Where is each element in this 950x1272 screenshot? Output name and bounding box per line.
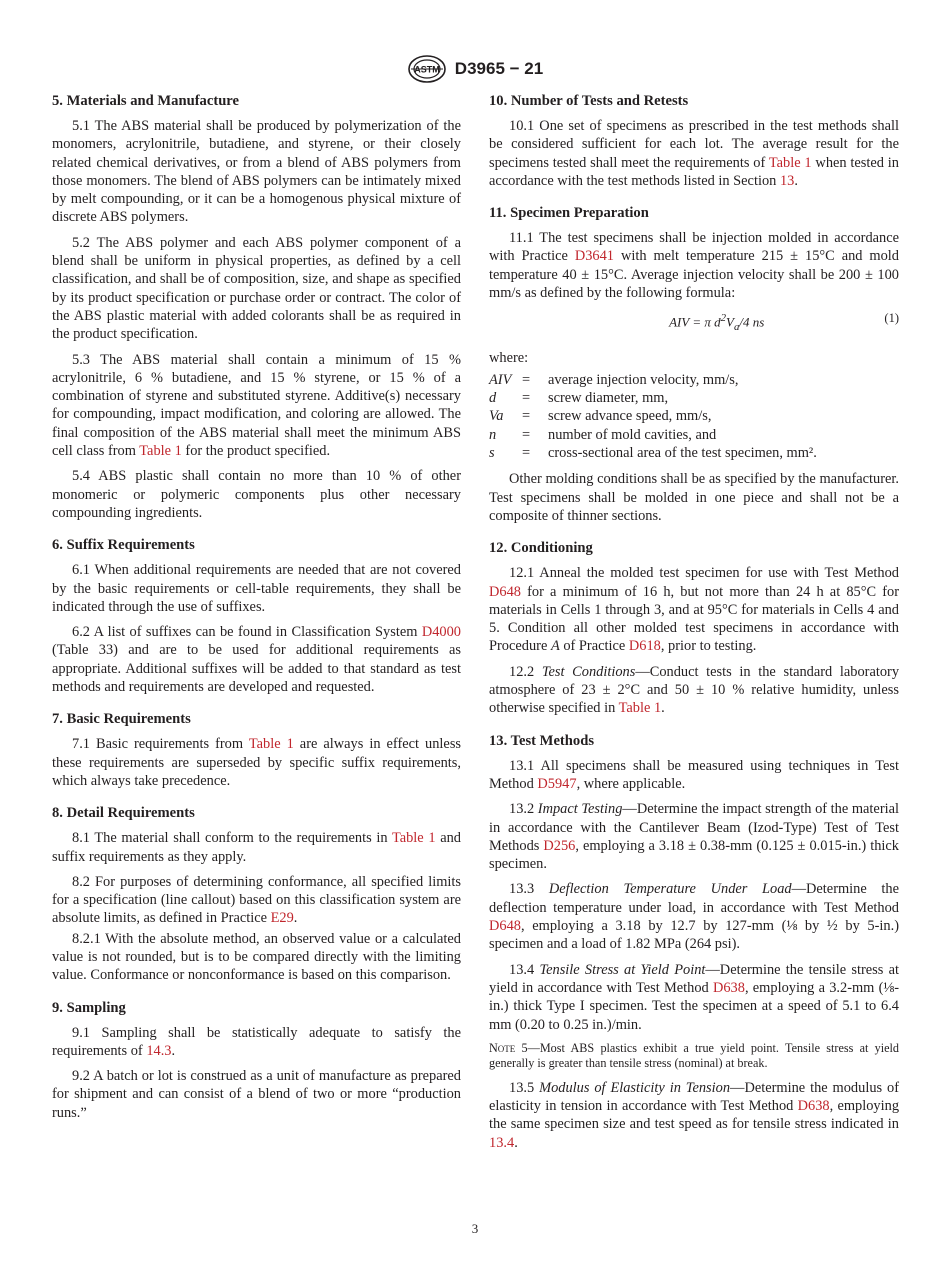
table-1-link[interactable]: Table 1 [618,700,662,717]
paragraph-13-2: 13.2 Impact Testing—Determine the impact strength of the material in accordance with the Cantilever Beam (Izod-Type) Test of Test Methods D256, employing a 3.18 ± 0.38-mm (0.125 ± 0.015-in.) thick specimen. [489,801,899,873]
paragraph-11-other: Other molding conditions shall be as specified by the manufacturer. Test specimens shall be molded in one piece and shall not be a composite of thinner sections. [489,471,899,524]
equation-number: (1) [884,311,899,326]
section-5-heading: 5. Materials and Manufacture [52,93,239,109]
page-header [0,54,950,84]
section-7-heading: 7. Basic Requirements [52,711,191,728]
page-number: 3 [471,1221,479,1236]
definition-row: n = number of mold cavities, and [489,426,717,443]
section-9-heading: 9. Sampling [52,999,126,1016]
paragraph-13-4: 13.4 Tensile Stress at Yield Point—Determine the tensile stress at yield in accordance with Test Method D638, employing a 3.2-mm (⅛-in.) thick Type I specimen. Test the specimen at a speed of 5.1 to 6.4 mm (0.20 to 0.25 in.)/min. [489,961,900,1033]
paragraph-12-2: 12.2 Test Conditions—Conduct tests in the standard laboratory atmosphere of 23 ± 2°C and 50 ± 10 % relative humidity, unless otherwise specified in Table 1. [489,663,900,717]
definition-row: Va = screw advance speed, mm/s, [489,408,712,425]
e29-link[interactable]: E29 [270,910,294,927]
d638-link[interactable]: D638 [797,1098,830,1115]
paragraph-13-1: 13.1 All specimens shall be measured using techniques in Test Method D5947, where applicable. [489,757,899,792]
paragraph-12-1: 12.1 Anneal the molded test specimen for use with Test Method D648 for a minimum of 16 h, but not more than 24 h at 85°C for materials in Cells 1 through 3, and at 95°C for materials in Cells 4 and 5. Condition all other molded test specimens in accordance with Procedure A of Practice D618, prior to testing. [489,565,899,655]
document-designation: D3965 − 21 [454,59,544,78]
paragraph-6-1: 6.1 When additional requirements are needed that are not covered by the basic requirements or cell-table requirements, they shall be indicated through the use of suffixes. [52,562,461,615]
d4000-link[interactable]: D4000 [421,624,461,641]
left-column [52,92,461,1129]
paragraph-5-3: 5.3 The ABS material shall contain a minimum of 15 % acrylonitrile, 6 % butadiene, and 15 % styrene, or 15 % of a combination of styrene and substituted styrene. Additive(s) necessary for compounding, impact modification, and coloring are allowed. The final composition of the ABS material shall meet the minimum ABS cell class from Table 1 for the product specified. [52,351,461,460]
section-13-4-link[interactable]: 13.4 [489,1134,515,1151]
variable-definitions [489,371,817,462]
definition-row: d = screw diameter, mm, [489,390,669,407]
d5947-link[interactable]: D5947 [537,775,577,792]
paragraph-9-1: 9.1 Sampling shall be statistically adequate to satisfy the requirements of 14.3. [52,1024,461,1059]
equation-expression: AIV = π $d^2V_a/4$ ns [669,312,765,334]
right-column [489,92,899,1159]
section-12-heading: 12. Conditioning [489,540,593,557]
paragraph-13-3: 13.3 Deflection Temperature Under Load—Determine the deflection temperature under load, in accordance with Test Method D648, employing a 3.18 by 12.7 by 127-mm (⅛ by ½ by 5-in.) specimen and a load of 1.82 MPa (264 psi). [489,881,900,953]
paragraph-5-4: 5.4 ABS plastic shall contain no more than 10 % of other monomeric or polymeric components plus other necessary compounding ingredients. [52,468,461,521]
paragraph-11-1: 11.1 The test specimens shall be injection molded in accordance with Practice D3641 with melt temperature 215 ± 15°C and mold temperature 40 ± 15°C. Average injection velocity shall be 200 ± 100 mm/s as defined by the following formula: [489,230,899,302]
paragraph-6-2: 6.2 A list of suffixes can be found in Classification System D4000 (Table 33) and are to be used for additional requirements as appropriate. Additional suffixes will be added to that standard as test methods and requirements are developed and requested. [52,624,461,696]
d256-link[interactable]: D256 [543,837,576,854]
section-11-heading: 11. Specimen Preparation [489,205,649,222]
section-10-heading: 10. Number of Tests and Retests [489,93,689,109]
d638-link[interactable]: D638 [712,979,745,996]
equation-1 [489,309,899,336]
section-13-heading: 13. Test Methods [489,732,595,749]
section-8-heading: 8. Detail Requirements [52,805,195,822]
paragraph-10-1: 10.1 One set of specimens as prescribed in the test methods shall be considered sufficient for each lot. The average result for the specimens tested shall meet the requirements of Table 1 when tested in accordance with the test methods listed in Section 13. [489,118,899,189]
d648-link[interactable]: D648 [489,583,521,600]
paragraph-13-5: 13.5 Modulus of Elasticity in Tension—Determine the modulus of elasticity in tension in accordance with Test Method D638, employing the same specimen size and test speed as for tensile stress indicated in 13.4. [489,1079,900,1151]
d648-link[interactable]: D648 [489,918,521,935]
table-1-link[interactable]: Table 1 [248,736,294,753]
table-1-link[interactable]: Table 1 [391,830,436,847]
paragraph-5-2: 5.2 The ABS polymer and each ABS polymer component of a blend shall be uniform in physical properties, as defined by a cell classification, and shall be of composition, size, and shape as specified by its product specification or purchase order or contract. The color of the ABS plastic material with added colorants shall be as required in the product specification. [52,234,461,343]
paragraph-8-2-1: 8.2.1 With the absolute method, an observed value or a calculated value is not rounded, but is to be compared directly with the limiting value. Conformance or nonconformance is based on this comparison. [52,930,461,984]
table-1-link[interactable]: Table 1 [139,443,182,460]
astm-logo [407,54,447,84]
where-label: where: [489,349,529,366]
d3641-link[interactable]: D3641 [574,248,614,265]
paragraph-8-2: 8.2 For purposes of determining conformance, all specified limits for a specification (line callout) based on this classification system are absolute limits, as defined in Practice E29. [52,873,461,927]
definition-row: AIV = average injection velocity, mm/s, [489,371,739,388]
note-5: Note 5—Most ABS plastics exhibit a true yield point. Tensile stress at yield generally is greater than tensile stress (nominal) at break. [489,1040,900,1071]
table-1-link[interactable]: Table 1 [768,154,812,171]
definition-row: s = cross-sectional area of the test specimen, mm². [489,445,817,462]
paragraph-7-1: 7.1 Basic requirements from Table 1 are always in effect unless these requirements are superseded by specific suffix requirements, which always take precedence. [52,736,462,789]
section-6-heading: 6. Suffix Requirements [52,537,195,554]
d618-link[interactable]: D618 [628,638,661,655]
section-14-3-link[interactable]: 14.3 [146,1042,172,1059]
paragraph-5-1: 5.1 The ABS material shall be produced by polymerization of the monomers, acrylonitrile, butadiene, and styrene, or their closely related chemical derivatives, or from a blend of ABS polymers from those monomers. The blend of ABS polymers can be intimately mixed by melt compounding, or it can be a homogenous physical mixture of discrete ABS polymers. [52,118,461,226]
svg-text:ASTM: ASTM [414,64,440,75]
paragraph-8-1: 8.1 The material shall conform to the requirements in Table 1 and suffix requirements as they apply. [52,830,461,865]
paragraph-9-2: 9.2 A batch or lot is construed as a unit of manufacture as prepared for shipment and can consist of a blend of two or more “production runs.” [52,1068,461,1121]
section-13-link[interactable]: 13 [779,172,795,189]
